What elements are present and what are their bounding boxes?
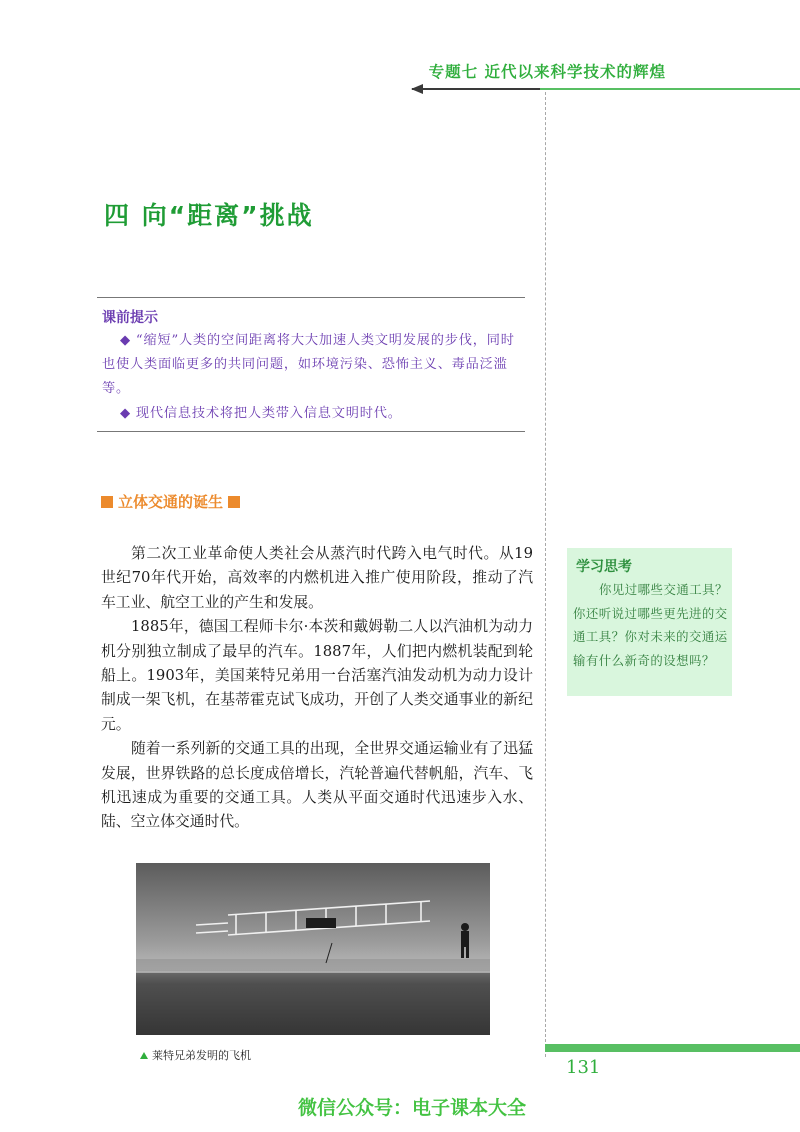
preview-label: 课前提示 [102,310,158,326]
body-paragraph: 第二次工业革命使人类社会从蒸汽时代跨入电气时代。从19世纪70年代开始，高效率的内燃机进入推广使用阶段，推动了汽车工业、航空工业的产生和发展。 [101,545,533,611]
header-rule-accent [540,88,800,90]
margin-divider [545,92,546,1057]
watermark: 微信公众号：电子课本大全 [298,1097,527,1119]
triangle-marker-icon [140,1052,148,1059]
figure-caption [140,1047,251,1063]
preview-item: ◆ “缩短”人类的空间距离将大大加速人类文明发展的步伐，同时也使人类面临更多的共同问题，如环境污染、恐怖主义、毒品泛滥等。 [102,333,515,396]
preview-top-rule [97,297,525,298]
preview-item: ◆ 现代信息技术将把人类带入信息文明时代。 [120,406,402,421]
square-bullet-icon [101,496,113,508]
footer-bar [545,1044,800,1052]
subsection-title: 立体交通的诞生 [118,493,224,511]
subsection-heading [101,491,240,512]
page-number: 131 [566,1057,601,1078]
wright-flyer-photo [136,863,490,1035]
square-bullet-icon [228,496,240,508]
figure-caption-text: 莱特兄弟发明的飞机 [152,1049,251,1062]
header-rule [412,88,542,90]
section-title: 四 向“距离”挑战 [104,201,314,230]
chapter-header: 专题七 近代以来科学技术的辉煌 [428,63,666,81]
study-think-text: 你见过哪些交通工具？你还听说过哪些更先进的交通工具？你对未来的交通运输有什么新奇的设想吗？ [573,582,728,668]
body-paragraph: 1885年，德国工程师卡尔·本茨和戴姆勒二人以汽油机为动力机分别独立制成了最早的汽车。1887年，人们把内燃机装配到轮船上。1903年，美国莱特兄弟用一台活塞汽油发动机为动力设计制成一架飞机，在基蒂霍克试飞成功，开创了人类交通事业的新纪元。 [101,618,533,733]
body-text [101,542,533,835]
body-paragraph: 随着一系列新的交通工具的出现，全世界交通运输业有了迅猛发展，世界铁路的总长度成倍增长，汽轮普遍代替帆船，汽车、飞机迅速成为重要的交通工具。人类从平面交通时代迅速步入水、陆、空立体交通时代。 [101,740,533,831]
study-think-title: 学习思考 [576,559,632,575]
preview-bottom-rule [97,431,525,432]
